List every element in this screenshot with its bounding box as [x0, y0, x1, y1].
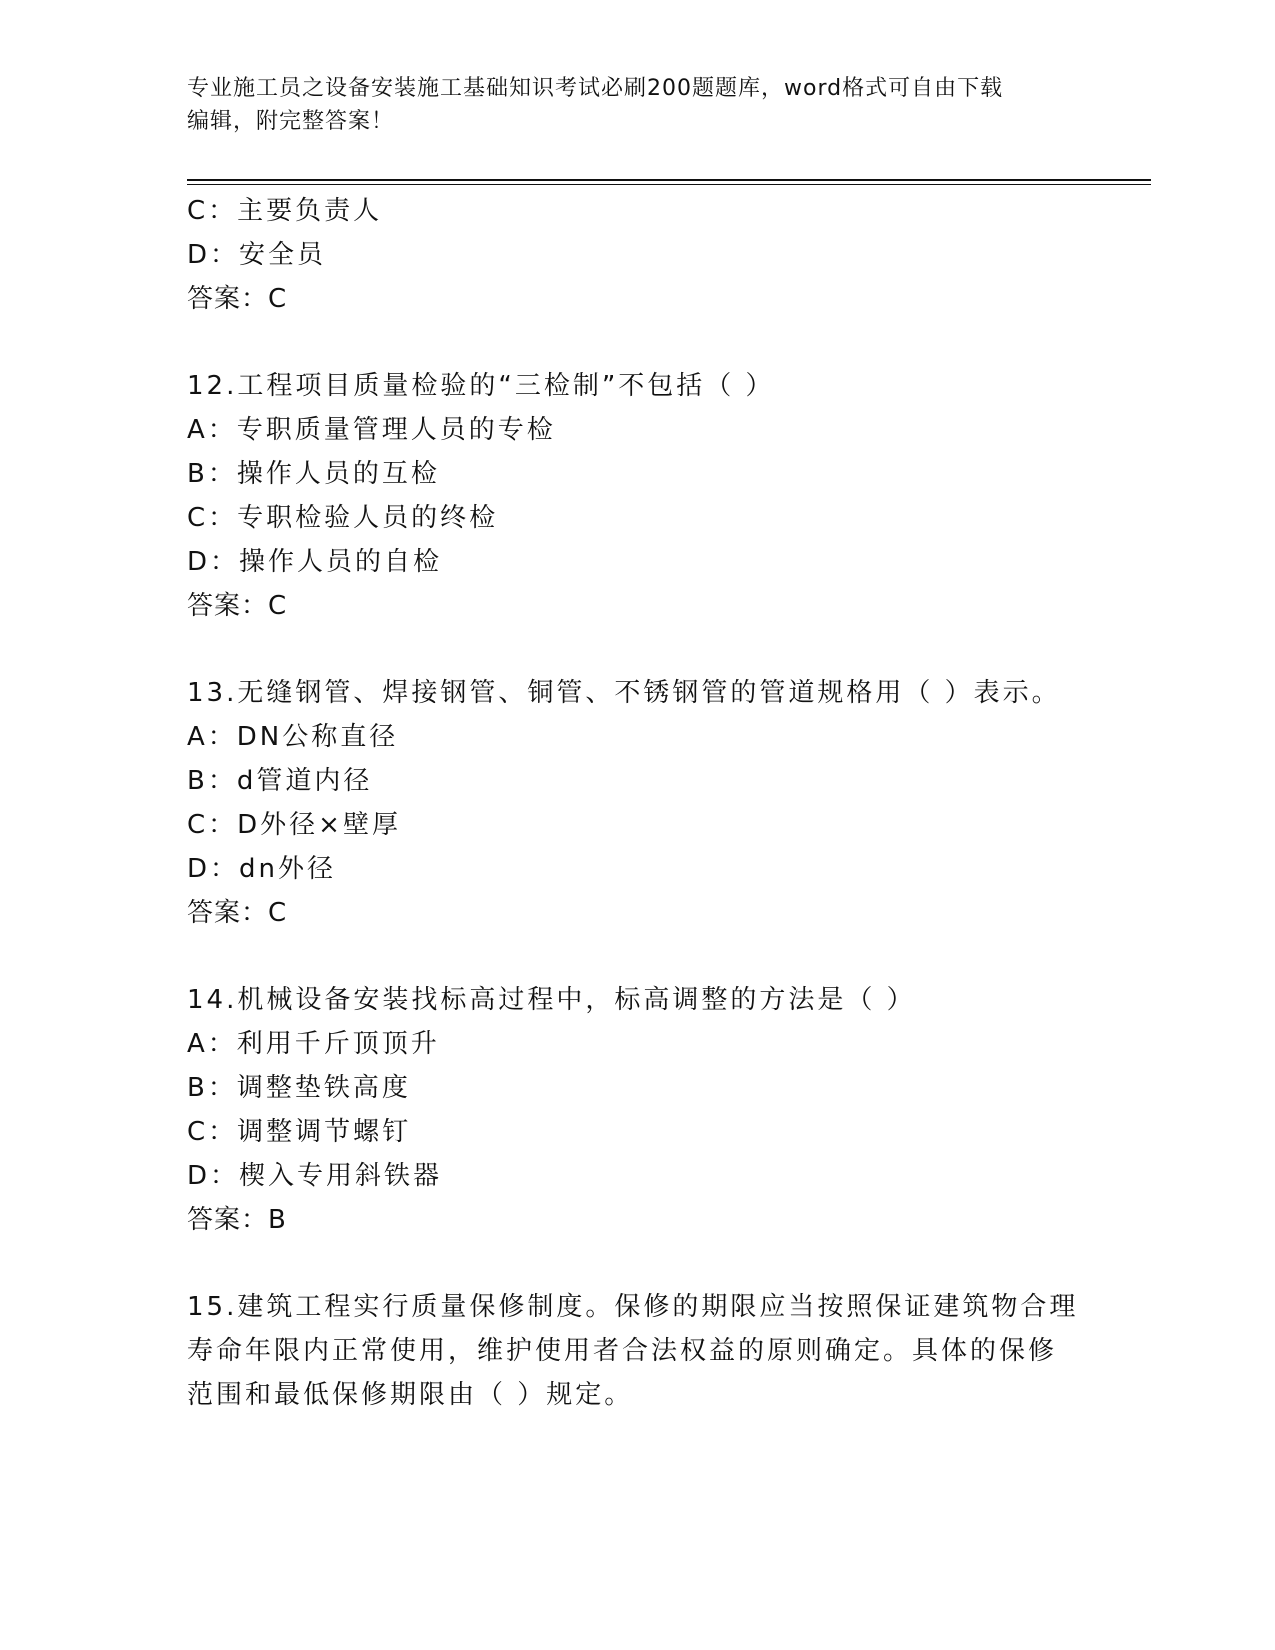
q14-option-d: D：楔入专用斜铁器: [187, 1161, 443, 1191]
q12-option-b: B：操作人员的互检: [187, 459, 440, 489]
q14-question: 14.机械设备安装找标高过程中，标高调整的方法是（ ）: [187, 985, 916, 1015]
q13-question: 13.无缝钢管、焊接钢管、铜管、不锈钢管的管道规格用（ ）表示。: [187, 678, 1061, 708]
q15-question-line-3: 范围和最低保修期限由（ ）规定。: [187, 1380, 634, 1410]
document-header: [187, 72, 1067, 138]
header-line-2: 编辑，附完整答案！: [187, 109, 395, 134]
header-divider-thick: [187, 179, 1151, 181]
q15-question-line-1: 15.建筑工程实行质量保修制度。保修的期限应当按照保证建筑物合理: [187, 1292, 1079, 1322]
q14-answer: 答案：B: [187, 1205, 287, 1235]
q14-option-b: B：调整垫铁高度: [187, 1073, 411, 1103]
q15-question-line-2: 寿命年限内正常使用，维护使用者合法权益的原则确定。具体的保修: [187, 1336, 1058, 1366]
q11-answer: 答案：C: [187, 284, 288, 314]
q13-option-a: A：DN公称直径: [187, 722, 399, 752]
q12-option-a: A：专职质量管理人员的专检: [187, 415, 556, 445]
q14-option-a: A：利用千斤顶顶升: [187, 1029, 440, 1059]
q13-answer: 答案：C: [187, 898, 288, 928]
q13-option-b: B：d管道内径: [187, 766, 373, 796]
q12-question: 12.工程项目质量检验的“三检制”不包括（ ）: [187, 371, 775, 401]
q13-option-d: D：dn外径: [187, 854, 337, 884]
q12-answer: 答案：C: [187, 591, 288, 621]
q14-option-c: C：调整调节螺钉: [187, 1117, 412, 1147]
header-divider-thin: [187, 184, 1151, 185]
q12-option-d: D：操作人员的自检: [187, 547, 443, 577]
q13-option-c: C：D外径×壁厚: [187, 810, 401, 840]
header-line-1: 专业施工员之设备安装施工基础知识考试必刷200题题库，word格式可自由下载: [187, 76, 1004, 101]
q11-option-d: D：安全员: [187, 240, 327, 270]
q12-option-c: C：专职检验人员的终检: [187, 503, 499, 533]
q11-option-c: C：主要负责人: [187, 196, 383, 226]
